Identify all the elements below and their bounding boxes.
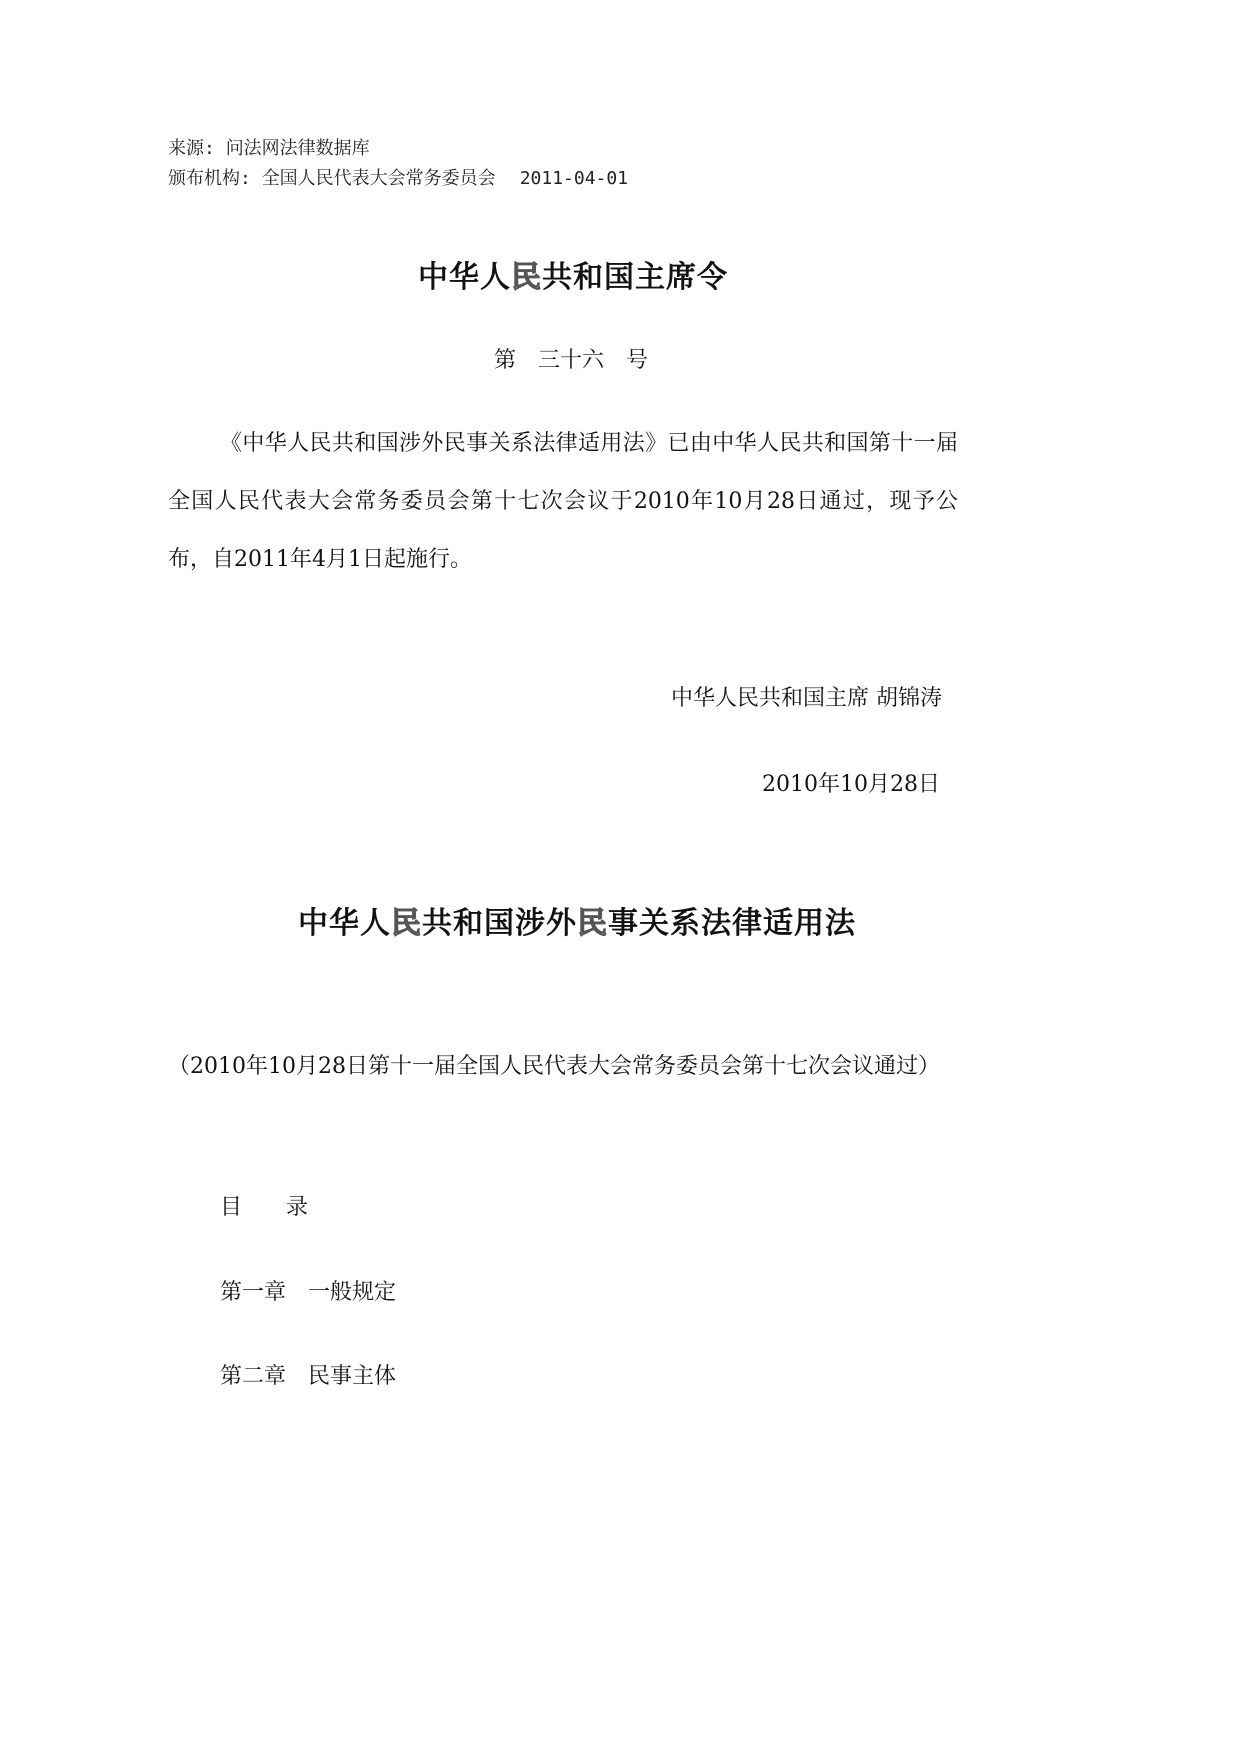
law-title-part3: 事关系法律适用法	[608, 906, 856, 941]
toc-chapter-item: 第一章 一般规定	[220, 1280, 397, 1305]
order-title-part1: 中华人	[418, 260, 511, 295]
law-title-outlined-char-2: 民	[577, 906, 608, 941]
issue-date: 2011-04-01	[519, 168, 629, 189]
law-title-part1: 中华人	[298, 906, 391, 941]
source-value: 问法网法律数据库	[225, 138, 370, 159]
toc-heading: 目 录	[220, 1195, 309, 1220]
order-title-part2: 共和国主席令	[542, 260, 728, 295]
order-date: 2010年10月28日	[762, 772, 940, 797]
toc-chapter-item: 第二章 民事主体	[220, 1364, 397, 1389]
adoption-note: （2010年10月28日第十一届全国人民代表大会常务委员会第十七次会议通过）	[168, 1054, 940, 1079]
order-signer: 中华人民共和国主席 胡锦涛	[671, 686, 942, 711]
issuer-label: 颁布机构:	[168, 168, 251, 189]
order-title-outlined-char: 民	[511, 260, 542, 295]
order-number: 第 三十六 号	[493, 348, 648, 373]
law-title	[26, 904, 1128, 944]
issuer-line	[168, 168, 628, 190]
issuer-value: 全国人民代表大会常务委员会	[261, 168, 496, 189]
source-label: 来源:	[168, 138, 215, 159]
source-line	[168, 138, 370, 160]
order-title	[22, 258, 1124, 298]
order-text: 《中华人民共和国涉外民事关系法律适用法》已由中华人民共和国第十一届全国人民代表大会常务委员会第十七次会议于2010年10月28日通过，现予公布，自2011年4月1日起施行。	[168, 431, 958, 572]
law-title-part2: 共和国涉外	[422, 906, 577, 941]
law-title-outlined-char-1: 民	[391, 906, 422, 941]
